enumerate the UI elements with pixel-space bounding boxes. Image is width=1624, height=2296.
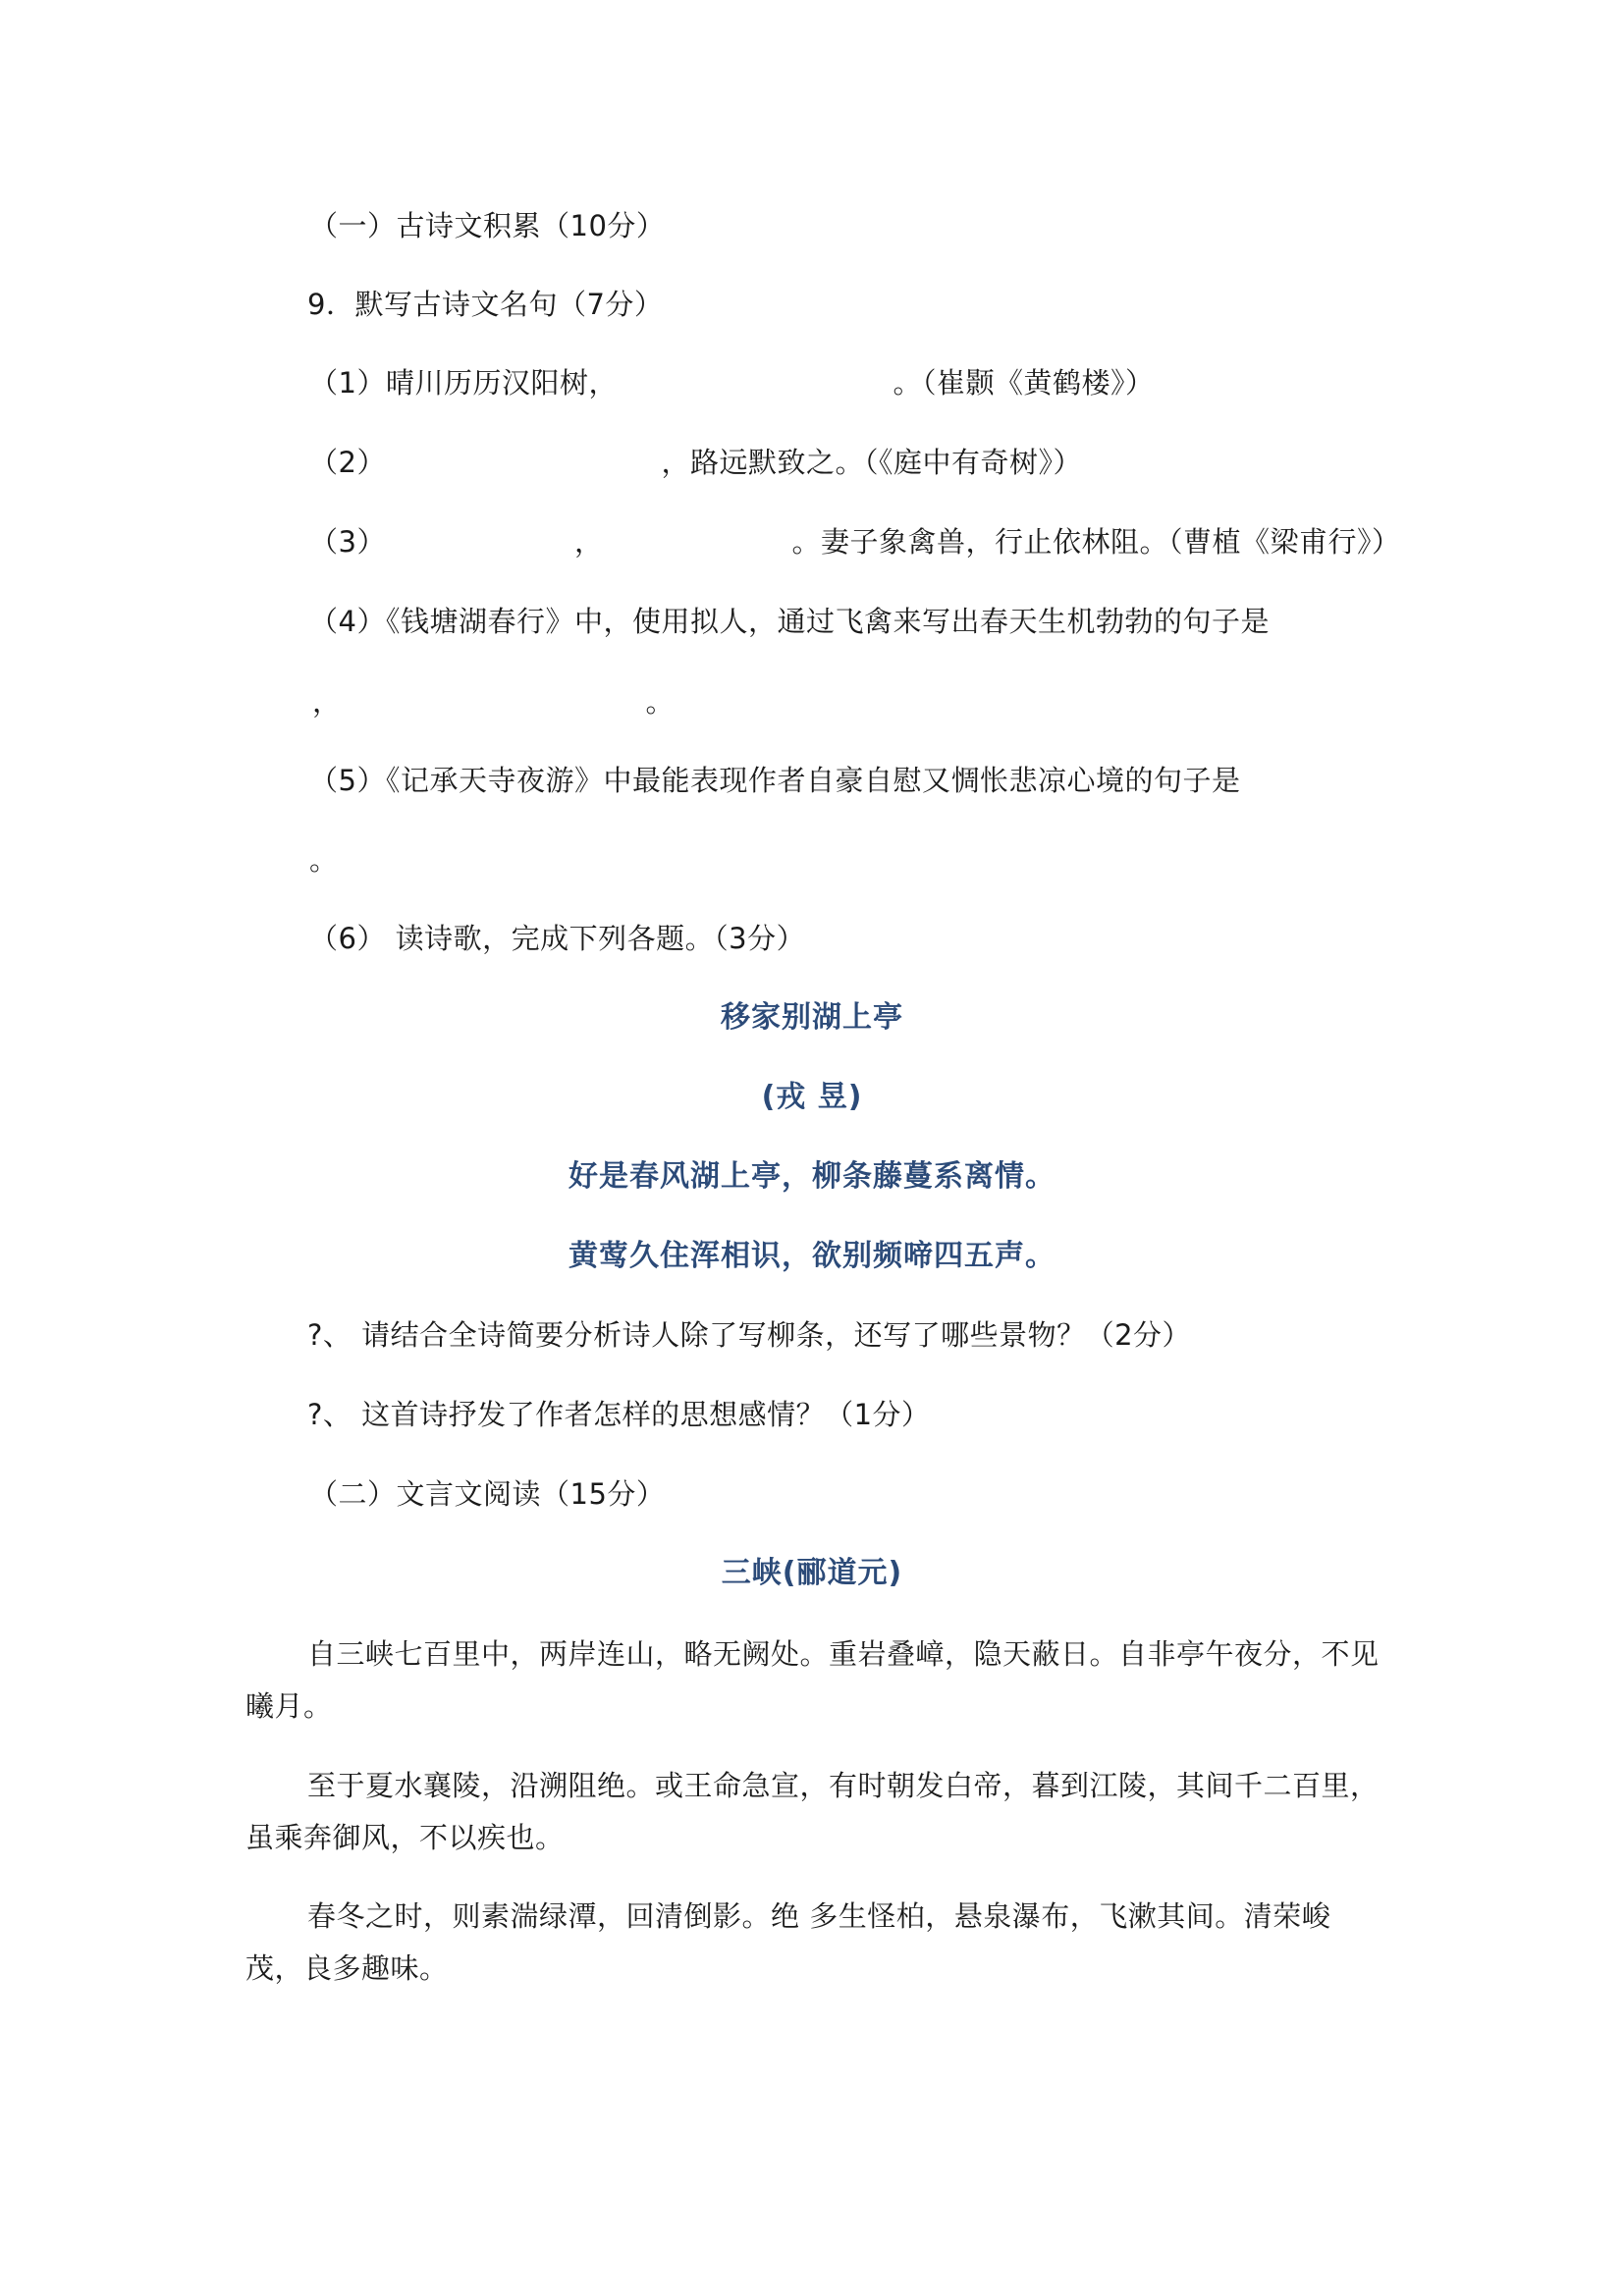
- question-9-item-4-blank: ， 。: [312, 685, 676, 719]
- question-9-item-1: （1）晴川历历汉阳树， 。（崔颢《黄鹤楼》）: [309, 366, 1155, 400]
- passage-paragraph: 至于夏水襄陵，沿溯阻绝。或王命急宣，有时朝发白帝，暮到江陵，其间千二百里，虽乘奔御风，不以疾也。: [245, 1769, 1380, 1854]
- question-9-item-4: （4）《钱塘湖春行》中，使用拟人，通过飞禽来写出春天生机勃勃的句子是: [309, 605, 1270, 638]
- poem-line-1: 好是春风湖上亭，柳条藤蔓系离情。: [568, 1159, 1056, 1194]
- poem-title: 移家别湖上亭: [721, 1000, 903, 1035]
- poem-question-2: ?、 这首诗抒发了作者怎样的思想感情？（1分）: [307, 1398, 931, 1431]
- question-9-item-6: （6） 读诗歌，完成下列各题。（3分）: [309, 922, 806, 955]
- passage-paragraph: 春冬之时，则素湍绿潭，回清倒影。绝 多生怪柏，悬泉瀑布，飞漱其间。清荣峻茂，良多趣味。: [245, 1899, 1331, 1985]
- question-9-item-5-blank: 。: [309, 843, 339, 877]
- passage-title: 三峡(郦道元): [721, 1556, 903, 1590]
- poem-question-1: ?、 请结合全诗简要分析诗人除了写柳条，还写了哪些景物？（2分）: [307, 1318, 1192, 1352]
- question-9-item-5: （5）《记承天寺夜游》中最能表现作者自豪自慰又惆怅悲凉心境的句子是: [309, 764, 1241, 797]
- passage-paragraph: 自三峡七百里中，两岸连山，略无阙处。重岩叠嶂，隐天蔽日。自非亭午夜分，不见曦月。: [245, 1637, 1380, 1723]
- poem-line-2: 黄莺久住浑相识，欲别频啼四五声。: [568, 1239, 1056, 1273]
- section2-heading: （二）文言文阅读（15分）: [309, 1477, 666, 1511]
- section1-heading: （一）古诗文积累（10分）: [309, 209, 666, 242]
- question-9-item-3: （3） ， 。妻子象禽兽，行止依林阻。（曹植《梁甫行》）: [309, 525, 1401, 559]
- question-9-heading: 9．默写古诗文名句（7分）: [307, 288, 664, 321]
- poem-author: (戎 昱): [761, 1080, 863, 1114]
- question-9-item-2: （2） ，路远默致之。（《庭中有奇树》）: [309, 446, 1082, 479]
